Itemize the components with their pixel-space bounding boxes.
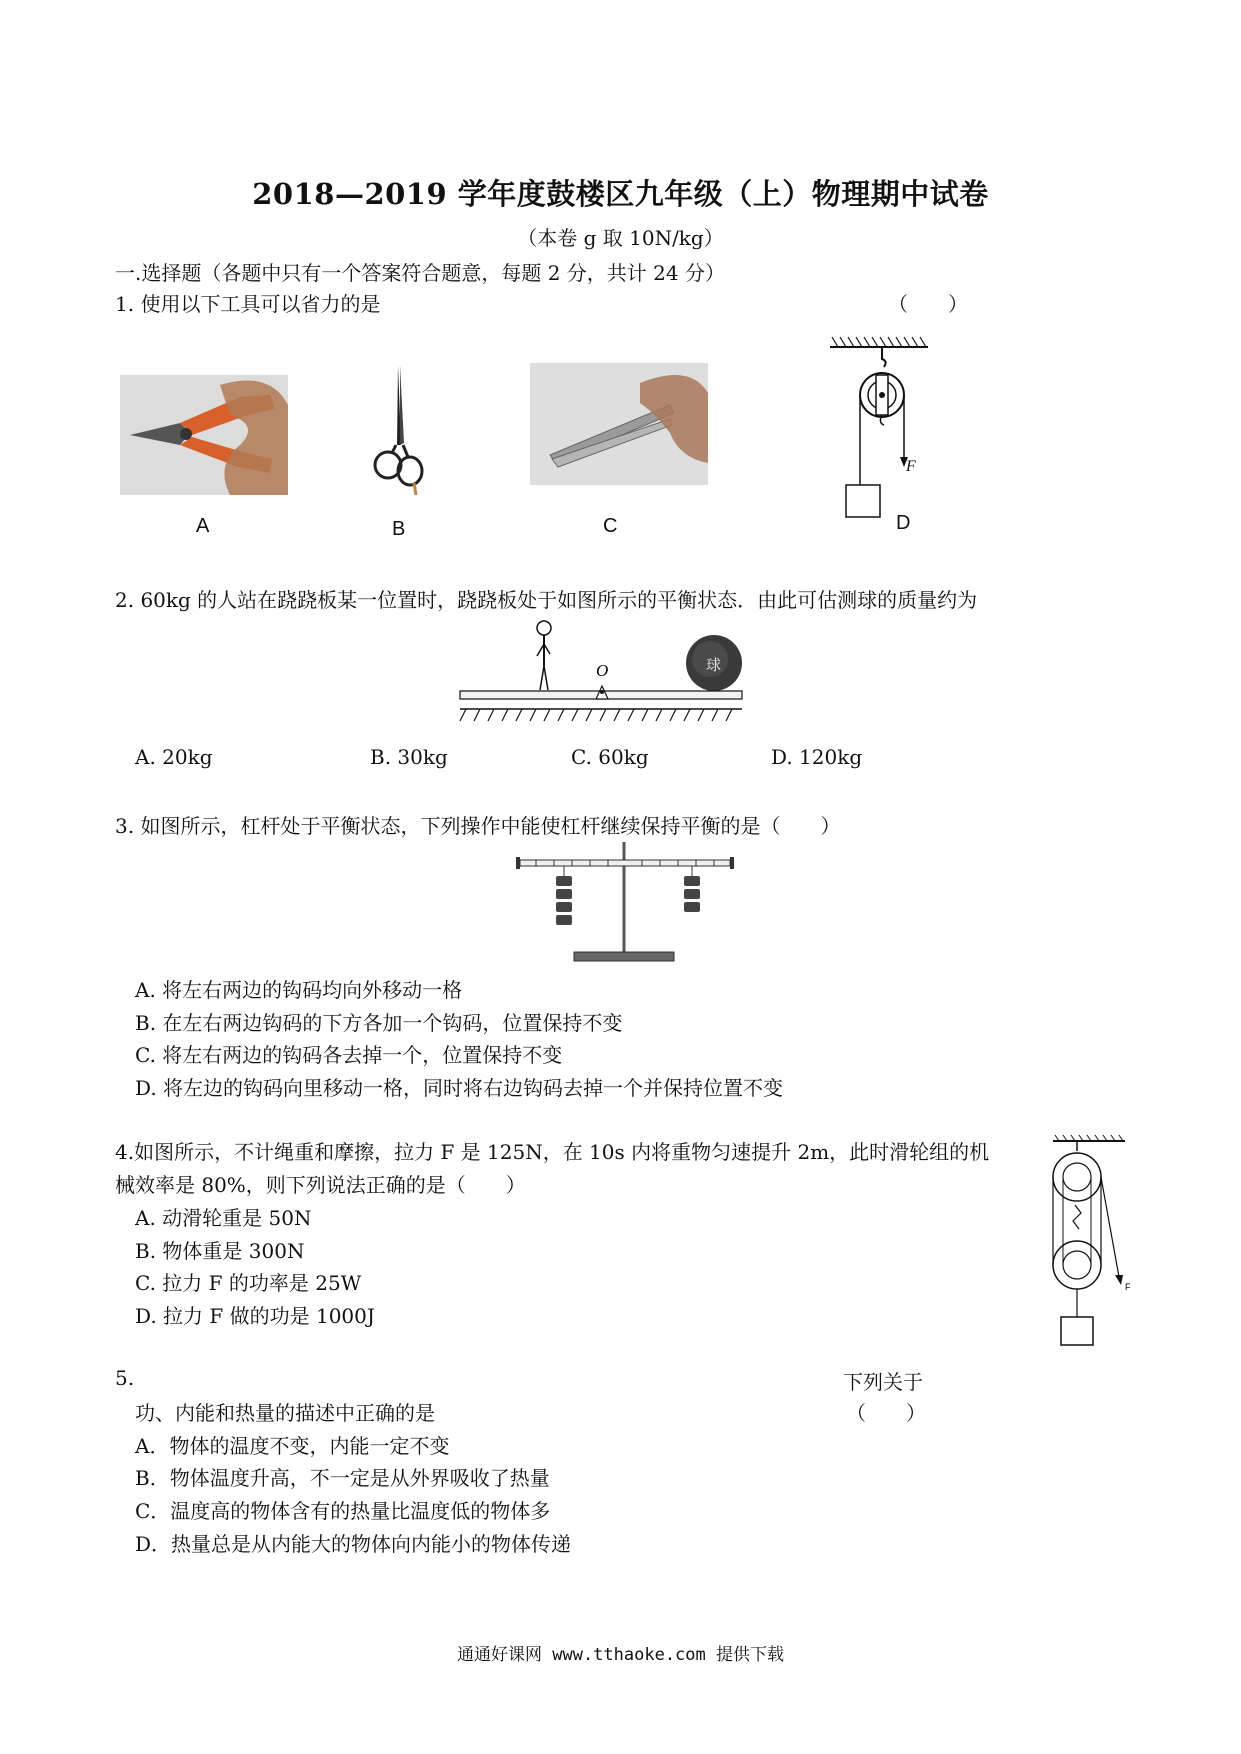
- q3-option-c: C. 将左右两边的钩码各去掉一个，位置保持不变: [135, 1043, 563, 1067]
- q1-answer-paren: （ ）: [888, 292, 968, 316]
- q1-text: 1. 使用以下工具可以省力的是: [115, 292, 381, 316]
- fixed-pulley-diagram: [820, 335, 940, 525]
- lever-diagram: [508, 842, 740, 964]
- q1-caption-d: D: [896, 512, 911, 534]
- q1-caption-c: C: [603, 515, 618, 537]
- q4-text-line2: 械效率是 80%，则下列说法正确的是（ ）: [115, 1173, 526, 1197]
- q2-option-a: A. 20kg: [135, 745, 213, 769]
- scissors-image: [370, 365, 430, 500]
- pliers-image: [120, 375, 288, 495]
- q4-force-label: F: [1125, 1282, 1131, 1292]
- q2-text: 2. 60kg 的人站在跷跷板某一位置时，跷跷板处于如图所示的平衡状态．由此可估测球的质量约为: [115, 588, 978, 612]
- q4-option-b: B. 物体重是 300N: [135, 1239, 305, 1263]
- tweezers-image: [530, 363, 708, 485]
- pulley-system-diagram: [1045, 1135, 1135, 1355]
- q2-option-b: B. 30kg: [370, 745, 448, 769]
- q5-option-c: C．温度高的物体含有的热量比温度低的物体多: [135, 1499, 551, 1523]
- q3-text: 3. 如图所示，杠杆处于平衡状态，下列操作中能使杠杆继续保持平衡的是（ ）: [115, 814, 841, 838]
- q1-caption-a: A: [196, 515, 210, 537]
- q4-text-line1: 4.如图所示，不计绳重和摩擦，拉力 F 是 125N，在 10s 内将重物匀速提升 2m，此时滑轮组的机: [115, 1140, 990, 1164]
- q5-option-b: B．物体温度升高，不一定是从外界吸收了热量: [135, 1466, 550, 1490]
- q3-option-b: B. 在左右两边钩码的下方各加一个钩码，位置保持不变: [135, 1011, 623, 1035]
- q2-option-c: C. 60kg: [571, 745, 649, 769]
- q1-caption-b: B: [392, 518, 406, 540]
- q5-option-d: D．热量总是从内能大的物体向内能小的物体传递: [135, 1532, 572, 1556]
- pivot-label: O: [596, 661, 609, 680]
- q5-option-a: A．物体的温度不变，内能一定不变: [135, 1434, 450, 1458]
- q5-text-line2: 功、内能和热量的描述中正确的是: [135, 1401, 435, 1425]
- footer-download-note: 通通好课网 www.tthaoke.com 提供下载: [457, 1645, 784, 1665]
- exam-subtitle: （本卷 g 取 10N/kg）: [517, 226, 724, 250]
- q4-option-d: D. 拉力 F 做的功是 1000J: [135, 1304, 375, 1328]
- q3-option-d: D. 将左边的钩码向里移动一格，同时将右边钩码去掉一个并保持位置不变: [135, 1076, 784, 1100]
- q5-answer-paren: （ ）: [846, 1401, 926, 1425]
- q1-force-label: F: [906, 458, 916, 475]
- exam-title: 2018—2019 学年度鼓楼区九年级（上）物理期中试卷: [252, 177, 989, 211]
- ball-label: 球: [706, 656, 722, 674]
- q4-option-c: C. 拉力 F 的功率是 25W: [135, 1271, 362, 1295]
- q2-option-d: D. 120kg: [771, 745, 863, 769]
- q5-text-right: 下列关于: [843, 1370, 923, 1394]
- q3-option-a: A. 将左右两边的钩码均向外移动一格: [135, 978, 463, 1002]
- section-heading: 一.选择题（各题中只有一个答案符合题意，每题 2 分，共计 24 分）: [115, 261, 725, 285]
- q4-option-a: A. 动滑轮重是 50N: [135, 1206, 312, 1230]
- q5-number: 5.: [115, 1366, 135, 1390]
- seesaw-diagram: [460, 618, 745, 728]
